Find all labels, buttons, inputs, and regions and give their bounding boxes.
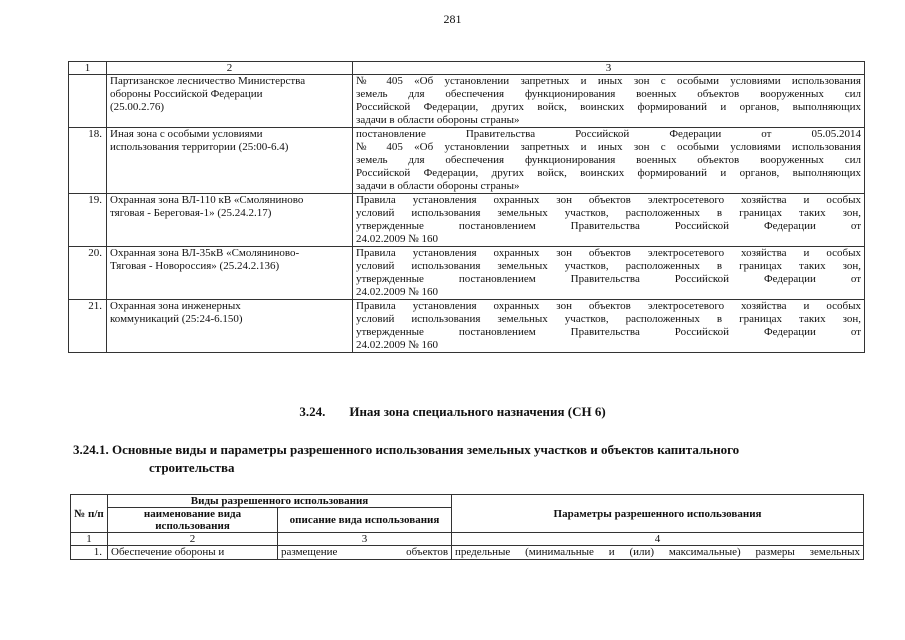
zones-table bbox=[68, 61, 865, 353]
text-line: задачи в области обороны страны» bbox=[356, 114, 520, 126]
text-line: Партизанское лесничество Министерства bbox=[110, 75, 306, 87]
table-row bbox=[69, 247, 865, 300]
text-line: земель для обеспечения функционирования военных объектов вооруженных сил bbox=[356, 88, 861, 100]
text-line: условий использования земельных участков, расположенных в границах таких зон, bbox=[356, 313, 861, 325]
column-number: 2 bbox=[107, 62, 353, 75]
subsection-number: 3.24.1. bbox=[73, 442, 109, 457]
zone-name bbox=[107, 194, 353, 247]
column-number: 1 bbox=[69, 62, 107, 75]
legal-basis bbox=[353, 194, 865, 247]
column-number-row bbox=[69, 62, 865, 75]
column-number: 3 bbox=[278, 533, 452, 546]
text-line: Правила установления охранных зон объектов электросетевого хозяйства и особых bbox=[356, 247, 861, 259]
text-line: 24.02.2009 № 160 bbox=[356, 286, 438, 298]
column-number: 4 bbox=[452, 533, 864, 546]
column-number-row bbox=[71, 533, 864, 546]
legal-basis bbox=[353, 128, 865, 194]
text-line: утвержденные постановлением Правительства Российской Федерации от bbox=[356, 273, 861, 285]
text-line: условий использования земельных участков, расположенных в границах таких зон, bbox=[356, 260, 861, 272]
text-line: утвержденные постановлением Правительства Российской Федерации от bbox=[356, 326, 861, 338]
text-line: использования территории (25:00-6.4) bbox=[110, 141, 289, 153]
header-parameters: Параметры разрешенного использования bbox=[452, 495, 864, 533]
text-line: утвержденные постановлением Правительства Российской Федерации от bbox=[356, 220, 861, 232]
row-number bbox=[69, 75, 107, 128]
text-line: Российской Федерации, других войск, воинских формирований и органов, выполняющих bbox=[356, 101, 861, 113]
text-line: Иная зона с особыми условиями bbox=[110, 128, 263, 140]
section-heading bbox=[0, 404, 905, 420]
legal-basis bbox=[353, 75, 865, 128]
text-line: тяговая - Береговая-1» (25.24.2.17) bbox=[110, 207, 272, 219]
text-line: коммуникаций (25:24-6.150) bbox=[110, 313, 243, 325]
subsection-heading bbox=[73, 441, 868, 477]
zone-name bbox=[107, 300, 353, 353]
row-number: 20. bbox=[69, 247, 107, 300]
text-line: № 405 «Об установлении запретных и иных зон с особыми условиями использования bbox=[356, 75, 861, 87]
permitted-use-table bbox=[70, 494, 864, 560]
row-number: 1. bbox=[71, 546, 108, 560]
text-line: Российской Федерации, других войск, воинских формирований и органов, выполняющих bbox=[356, 167, 861, 179]
text-line: постановление Правительства Российской Федерации от 05.05.2014 bbox=[356, 128, 861, 140]
subsection-title-line1: Основные виды и параметры разрешенного использования земельных участков и объектов капитального bbox=[112, 442, 740, 457]
zone-name bbox=[107, 75, 353, 128]
table-row bbox=[69, 128, 865, 194]
text-line: Правила установления охранных зон объектов электросетевого хозяйства и особых bbox=[356, 194, 861, 206]
column-number: 2 bbox=[108, 533, 278, 546]
section-title: Иная зона специального назначения (СН 6) bbox=[349, 404, 606, 419]
legal-basis bbox=[353, 247, 865, 300]
text-line: Правила установления охранных зон объектов электросетевого хозяйства и особых bbox=[356, 300, 861, 312]
text-line: № 405 «Об установлении запретных и иных зон с особыми условиями использования bbox=[356, 141, 861, 153]
page-number: 281 bbox=[443, 12, 462, 26]
section-number: 3.24. bbox=[299, 404, 326, 419]
header-number: № п/п bbox=[71, 495, 108, 533]
header-use-types: Виды разрешенного использования bbox=[108, 495, 452, 508]
column-number: 1 bbox=[71, 533, 108, 546]
text-line: 24.02.2009 № 160 bbox=[356, 233, 438, 245]
header-use-name: наименование вида использования bbox=[108, 508, 278, 533]
text-line: (25.00.2.76) bbox=[110, 101, 165, 113]
text-line: обороны Российской Федерации bbox=[110, 88, 263, 100]
subsection-title-line2: строительства bbox=[149, 460, 235, 475]
text-line: Тяговая - Новороссия» (25.24.2.136) bbox=[110, 260, 280, 272]
text-line: задачи в области обороны страны» bbox=[356, 180, 520, 192]
column-number: 3 bbox=[353, 62, 865, 75]
zone-name bbox=[107, 247, 353, 300]
text-line: 24.02.2009 № 160 bbox=[356, 339, 438, 351]
row-number: 18. bbox=[69, 128, 107, 194]
table-row bbox=[69, 300, 865, 353]
table-row bbox=[69, 194, 865, 247]
header-row bbox=[71, 495, 864, 508]
row-number: 21. bbox=[69, 300, 107, 353]
use-parameters: предельные (минимальные и (или) максимальные) размеры земельных bbox=[452, 546, 864, 560]
text-line: условий использования земельных участков, расположенных в границах таких зон, bbox=[356, 207, 861, 219]
row-number: 19. bbox=[69, 194, 107, 247]
text-line: Охранная зона ВЛ-110 кВ «Смоляниново bbox=[110, 194, 304, 206]
legal-basis bbox=[353, 300, 865, 353]
text-line: земель для обеспечения функционирования военных объектов вооруженных сил bbox=[356, 154, 861, 166]
text-line: Охранная зона ВЛ-35кВ «Смоляниново- bbox=[110, 247, 300, 259]
use-description: размещение объектов bbox=[278, 546, 452, 560]
table-row bbox=[71, 546, 864, 560]
header-use-description: описание вида использования bbox=[278, 508, 452, 533]
text-line: Охранная зона инженерных bbox=[110, 300, 241, 312]
use-name: Обеспечение обороны и bbox=[108, 546, 278, 560]
table-row bbox=[69, 75, 865, 128]
zone-name bbox=[107, 128, 353, 194]
